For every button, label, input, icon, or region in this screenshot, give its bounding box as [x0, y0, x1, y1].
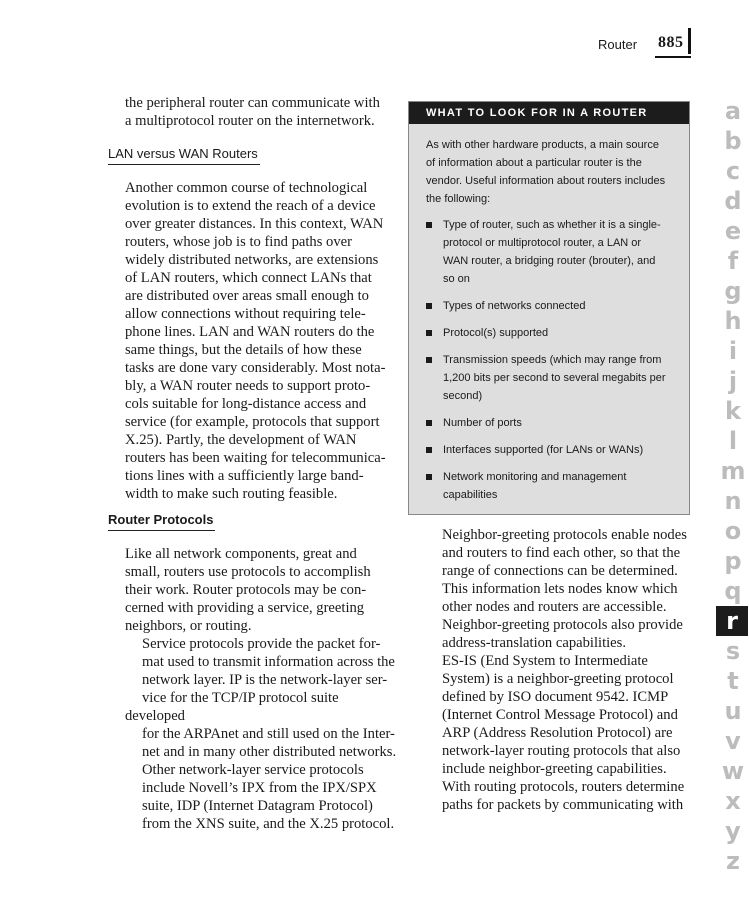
thumb-tab-l: l [728, 427, 738, 455]
text-line: the peripheral router can communicate with [125, 95, 380, 111]
protocols-paragraph-1 [108, 545, 398, 635]
sidebar-bullet-item [426, 468, 679, 504]
running-head [590, 34, 694, 56]
thumb-tab-o: o [724, 517, 742, 545]
text-line: for the ARPAnet and still used on the Inter- [142, 726, 395, 742]
sidebar-bullet-item [426, 351, 679, 405]
bullet-text-line: Type of router, such as whether it is a single- [443, 219, 661, 231]
bullet-text-line: Network monitoring and management [443, 471, 627, 483]
bullet-text-line: so on [443, 273, 470, 285]
sidebar-bullet-item [426, 441, 679, 459]
protocols-paragraph-2 [108, 635, 398, 833]
header-horizontal-rule [655, 56, 691, 58]
sidebar-text-line: of information about a particular router is the [426, 157, 642, 169]
text-line: network layer. IP is the network-layer ser- [142, 672, 388, 688]
sidebar-bullet-item [426, 324, 679, 342]
routing-protocols-paragraph [425, 778, 693, 814]
thumb-tab-y: y [725, 817, 741, 845]
sidebar-bullet-item [426, 216, 679, 288]
thumb-tab-d: d [724, 187, 742, 215]
text-line: service (for example, protocols that support [125, 414, 380, 430]
thumb-tab-h: h [724, 307, 742, 335]
thumb-tab-p: p [724, 547, 742, 575]
lan-wan-heading: LAN versus WAN Routers [108, 146, 260, 165]
text-line: phone lines. LAN and WAN routers do the [125, 324, 375, 340]
sidebar-bullet-item [426, 414, 679, 432]
thumb-tab-j: j [728, 367, 738, 395]
bullet-text-line: Protocol(s) supported [443, 327, 549, 339]
thumb-tab-m: m [720, 457, 746, 485]
text-line: routers, whose job is to find paths over [125, 234, 352, 250]
bullet-text-line: Types of networks connected [443, 300, 586, 312]
text-line: evolution is to extend the reach of a device [125, 198, 376, 214]
router-sidebar-box [408, 101, 690, 515]
bullet-text-line: 1,200 bits per second to several megabits per [443, 372, 666, 384]
router-protocols-heading: Router Protocols [108, 512, 215, 531]
text-line: range of connections can be determined. [442, 563, 678, 579]
text-line: are distributed over areas small enough to [125, 288, 369, 304]
text-line: tions lines with a sufficiently large band- [125, 468, 364, 484]
thumb-tab-b: b [724, 127, 742, 155]
text-line: X.25). Partly, the development of WAN [125, 432, 357, 448]
thumb-tab-r: r [716, 606, 748, 636]
sidebar-title: WHAT TO LOOK FOR IN A ROUTER [409, 102, 689, 124]
thumb-tab-t: t [727, 667, 739, 695]
lan-wan-paragraph [108, 179, 398, 503]
left-column [108, 94, 398, 833]
page-number: 885 [658, 34, 684, 51]
text-line: include Novell’s IPX from the IPX/SPX [142, 780, 377, 796]
thumb-tab-i: i [728, 337, 738, 365]
text-line: suite, IDP (Internet Datagram Protocol) [142, 798, 373, 814]
sidebar-bullet-item [426, 297, 679, 315]
text-line: System) is a neighbor-greeting protocol [442, 671, 674, 687]
thumb-tab-s: s [725, 637, 741, 665]
text-line: With routing protocols, routers determine [442, 779, 685, 795]
sidebar-text-line: As with other hardware products, a main source [426, 139, 659, 151]
thumb-tab-x: x [725, 787, 741, 815]
thumb-tab-c: c [725, 157, 741, 185]
text-line: This information lets nodes know which [442, 581, 678, 597]
thumb-tab-e: e [724, 217, 742, 245]
text-line: ARP (Address Resolution Protocol) are [442, 725, 673, 741]
text-line: small, routers use protocols to accomplish [125, 564, 371, 580]
sidebar-text-line: vendor. Useful information about routers includes [426, 175, 666, 187]
thumb-tab-z: z [726, 847, 740, 875]
thumb-tab-q: q [724, 577, 742, 605]
thumb-tab-f: f [727, 247, 739, 275]
text-line: Neighbor-greeting protocols enable nodes [442, 527, 687, 543]
text-line: a multiprotocol router on the internetwork. [125, 113, 375, 129]
thumb-tab-a: a [724, 97, 742, 125]
text-line: mat used to transmit information across the [142, 654, 395, 670]
right-column [425, 526, 693, 814]
thumb-tab-n: n [724, 487, 742, 515]
text-line: width to make such routing feasible. [125, 486, 338, 502]
text-line: vice for the TCP/IP protocol suite developed [125, 690, 339, 724]
intro-paragraph [108, 94, 398, 130]
thumb-tab-g: g [724, 277, 742, 305]
text-line: defined by ISO document 9542. ICMP [442, 689, 669, 705]
text-line: (Internet Control Message Protocol) and [442, 707, 678, 723]
text-line: their work. Router protocols may be con- [125, 582, 367, 598]
text-line: Neighbor-greeting protocols also provide [442, 617, 683, 633]
thumb-tab-u: u [724, 697, 742, 725]
text-line: Service protocols provide the packet for- [142, 636, 381, 652]
text-line: cerned with providing a service, greeting [125, 600, 365, 616]
sidebar-bullet-list [426, 216, 679, 504]
text-line: and routers to find each other, so that the [442, 545, 681, 561]
bullet-text-line: Transmission speeds (which may range from [443, 354, 662, 366]
text-line: of LAN routers, which connect LANs that [125, 270, 372, 286]
text-line: cols suitable for long-distance access and [125, 396, 367, 412]
thumb-tab-w: w [721, 757, 745, 785]
text-line: net and in many other distributed networks. [142, 744, 397, 760]
text-line: paths for packets by communicating with [442, 797, 684, 813]
text-line: tasks are done vary considerably. Most nota- [125, 360, 386, 376]
thumb-index [718, 96, 748, 876]
text-line: from the XNS suite, and the X.25 protocol. [142, 816, 395, 832]
text-line: Another common course of technological [125, 180, 368, 196]
thumb-tab-k: k [725, 397, 741, 425]
text-line: network-layer routing protocols that also [442, 743, 681, 759]
text-line: widely distributed networks, are extensions [125, 252, 379, 268]
sidebar-intro [426, 136, 677, 208]
text-line: routers has been waiting for telecommunica- [125, 450, 386, 466]
text-line: other nodes and routers are accessible. [442, 599, 667, 615]
header-vertical-rule [688, 28, 691, 54]
text-line: address-translation capabilities. [442, 635, 626, 651]
bullet-text-line: protocol or multiprotocol router, a LAN or [443, 237, 642, 249]
bullet-text-line: Number of ports [443, 417, 522, 429]
text-line: Like all network components, great and [125, 546, 357, 562]
bullet-text-line: WAN router, a bridging router (brouter), and [443, 255, 656, 267]
text-line: Other network-layer service protocols [142, 762, 364, 778]
bullet-text-line: Interfaces supported (for LANs or WANs) [443, 444, 644, 456]
bullet-text-line: capabilities [443, 489, 498, 501]
thumb-tab-v: v [725, 727, 741, 755]
bullet-text-line: second) [443, 390, 483, 402]
running-head-title: Router [598, 37, 638, 52]
text-line: bly, a WAN router needs to support proto- [125, 378, 371, 394]
text-line: include neighbor-greeting capabilities. [442, 761, 667, 777]
text-line: allow connections without requiring tele- [125, 306, 366, 322]
neighbor-greeting-paragraph [425, 526, 693, 652]
sidebar-text-line: the following: [426, 193, 491, 205]
es-is-paragraph [425, 652, 693, 778]
text-line: same things, but the details of how these [125, 342, 362, 358]
text-line: neighbors, or routing. [125, 618, 252, 634]
text-line: ES-IS (End System to Intermediate [442, 653, 648, 669]
text-line: over greater distances. In this context, WAN [125, 216, 384, 232]
